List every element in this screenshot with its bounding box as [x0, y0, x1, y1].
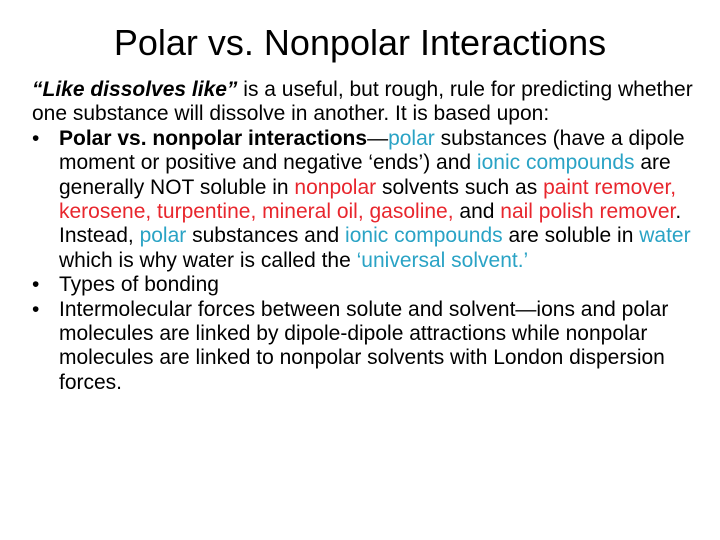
text-run: nonpolar	[294, 175, 377, 199]
text-run: are generally NOT soluble in	[59, 151, 671, 199]
bullet-marker: •	[32, 126, 40, 150]
text-run: and	[453, 200, 501, 224]
text-run: solvents such as	[376, 175, 544, 199]
text-run: . Instead,	[59, 200, 682, 248]
text-run: which is why water is called the	[59, 248, 357, 272]
bullet-text	[59, 273, 219, 296]
bullet-item	[32, 127, 708, 273]
text-run: polar	[388, 126, 435, 150]
text-run: ionic compounds	[345, 224, 503, 248]
text-run: ionic compounds	[476, 151, 635, 175]
bullet-item	[32, 298, 708, 396]
bullet-marker: •	[32, 297, 40, 321]
bullet-text	[59, 298, 668, 394]
intro-quote: “Like dissolves like”	[32, 78, 238, 101]
text-run: Intermolecular forces between solute and solvent—ions and polar molecules are linked by dipole-dipole attractions while nonpolar molecules are linked to nonpolar solvents with London dispersion forces.	[59, 297, 669, 394]
bullet-marker: •	[32, 273, 40, 297]
bullet-item	[32, 273, 708, 297]
text-run: substances (have a dipole moment or positive and negative ‘ends’) and	[59, 126, 685, 175]
intro-paragraph	[32, 78, 708, 127]
slide-body	[32, 78, 708, 395]
text-run: ‘universal solvent.’	[356, 248, 529, 272]
bullet-list	[32, 127, 708, 395]
text-run: are soluble in	[502, 224, 640, 248]
text-run: polar	[139, 224, 187, 248]
slide-title: Polar vs. Nonpolar Interactions	[113, 22, 607, 63]
text-run: —	[367, 126, 389, 150]
bullet-text	[59, 127, 691, 272]
text-run: water	[639, 224, 691, 248]
text-run: paint remover, kerosene, turpentine, mineral oil, gasoline,	[59, 175, 677, 224]
text-run: substances and	[186, 224, 346, 248]
text-run: Polar vs. nonpolar interactions	[59, 126, 368, 150]
text-run: Types of bonding	[59, 273, 219, 297]
intro-text: is a useful, but rough, rule for predicting whether one substance will dissolve in another. It is based upon:	[32, 78, 693, 126]
text-run: nail polish remover	[500, 200, 676, 224]
